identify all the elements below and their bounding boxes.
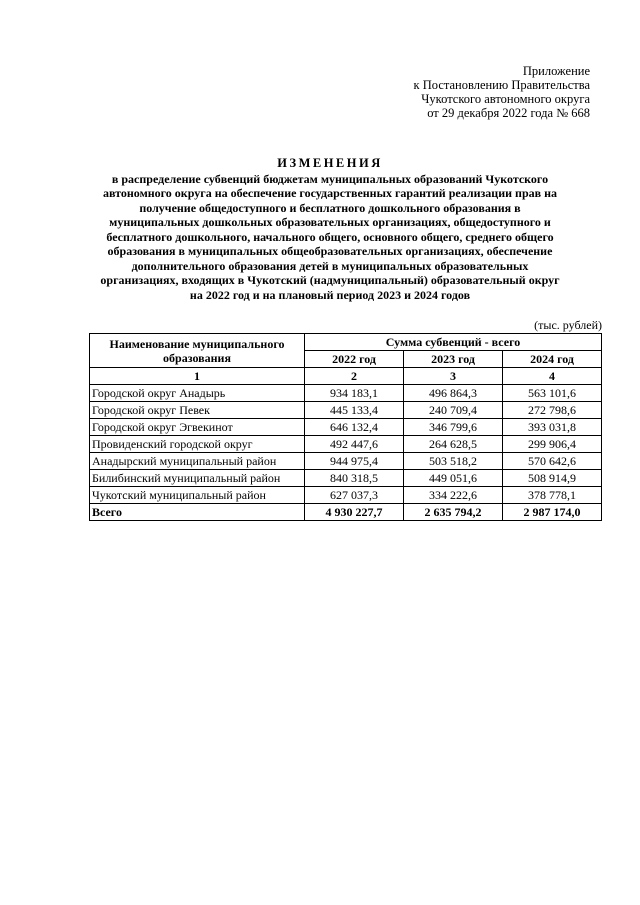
units-label: (тыс. рублей) <box>534 318 602 332</box>
appendix-line: Чукотского автономного округа <box>421 92 590 106</box>
appendix-line: от 29 декабря 2022 года № 668 <box>427 106 590 120</box>
total-name: Всего <box>90 504 305 521</box>
header-name <box>90 334 305 368</box>
table-row <box>90 453 602 470</box>
appendix-line: Приложение <box>522 64 590 78</box>
row-name: Городской округ Анадырь <box>90 385 305 402</box>
table-row <box>90 487 602 504</box>
title-line: автономного округа на обеспечение государственных гарантий реализации прав на <box>102 186 558 200</box>
title-heading: ИЗМЕНЕНИЯ <box>277 156 383 170</box>
row-name: Городской округ Эгвекинот <box>90 419 305 436</box>
table-header-row <box>90 334 602 351</box>
row-name: Анадырский муниципальный район <box>90 453 305 470</box>
column-number: 3 <box>404 368 503 385</box>
row-value-2024: 508 914,9 <box>503 470 602 487</box>
appendix-block <box>330 64 590 120</box>
table-row <box>90 385 602 402</box>
row-value-2022: 445 133,4 <box>305 402 404 419</box>
total-value-2024: 2 987 174,0 <box>503 504 602 521</box>
column-number-row <box>90 368 602 385</box>
row-value-2023: 346 799,6 <box>404 419 503 436</box>
total-row <box>90 504 602 521</box>
row-name: Городской округ Певек <box>90 402 305 419</box>
row-value-2024: 299 906,4 <box>503 436 602 453</box>
title-line: образования в муниципальных общеобразовательных организациях, обеспечение <box>107 244 553 258</box>
title-line: бесплатного дошкольного, начального общего, основного общего, среднего общего <box>106 229 554 244</box>
title-line: организациях, входящих в Чукотский (надмуниципальный) образовательный округ <box>100 273 560 287</box>
row-value-2022: 492 447,6 <box>305 436 404 453</box>
title-line: муниципальных дошкольных образовательных организациях, общедоступного и <box>109 215 551 229</box>
header-name-line: Наименование муниципального <box>109 336 285 351</box>
row-value-2024: 393 031,8 <box>503 419 602 436</box>
column-number: 1 <box>90 368 305 385</box>
table-row <box>90 436 602 453</box>
row-value-2023: 496 864,3 <box>404 385 503 402</box>
row-value-2022: 934 183,1 <box>305 385 404 402</box>
table-row <box>90 419 602 436</box>
row-value-2024: 272 798,6 <box>503 402 602 419</box>
row-value-2023: 334 222,6 <box>404 487 503 504</box>
header-year-2022: 2022 год <box>305 351 404 368</box>
row-value-2022: 944 975,4 <box>305 453 404 470</box>
column-number: 2 <box>305 368 404 385</box>
document-title <box>80 156 580 302</box>
table-row <box>90 402 602 419</box>
header-year-2024: 2024 год <box>503 351 602 368</box>
row-value-2022: 840 318,5 <box>305 470 404 487</box>
row-value-2023: 240 709,4 <box>404 402 503 419</box>
row-value-2024: 378 778,1 <box>503 487 602 504</box>
row-value-2023: 503 518,2 <box>404 453 503 470</box>
header-group: Сумма субвенций - всего <box>305 334 602 351</box>
subventions-table <box>89 333 602 521</box>
total-value-2022: 4 930 227,7 <box>305 504 404 521</box>
row-value-2022: 627 037,3 <box>305 487 404 504</box>
column-number: 4 <box>503 368 602 385</box>
title-line: получение общедоступного и бесплатного дошкольного образования в <box>139 200 521 215</box>
row-value-2022: 646 132,4 <box>305 419 404 436</box>
row-value-2024: 563 101,6 <box>503 385 602 402</box>
row-name: Провиденский городской округ <box>90 436 305 453</box>
row-name: Чукотский муниципальный район <box>90 487 305 504</box>
row-value-2023: 264 628,5 <box>404 436 503 453</box>
title-line: в распределение субвенций бюджетам муниципальных образований Чукотского <box>111 171 549 186</box>
total-value-2023: 2 635 794,2 <box>404 504 503 521</box>
row-value-2023: 449 051,6 <box>404 470 503 487</box>
header-year-2023: 2023 год <box>404 351 503 368</box>
appendix-line: к Постановлению Правительства <box>413 78 590 92</box>
header-name-line: образования <box>163 350 231 365</box>
title-line: на 2022 год и на плановый период 2023 и 2024 годов <box>189 287 471 302</box>
title-line: дополнительного образования детей в муниципальных образовательных <box>131 258 529 273</box>
row-name: Билибинский муниципальный район <box>90 470 305 487</box>
table-row <box>90 470 602 487</box>
row-value-2024: 570 642,6 <box>503 453 602 470</box>
